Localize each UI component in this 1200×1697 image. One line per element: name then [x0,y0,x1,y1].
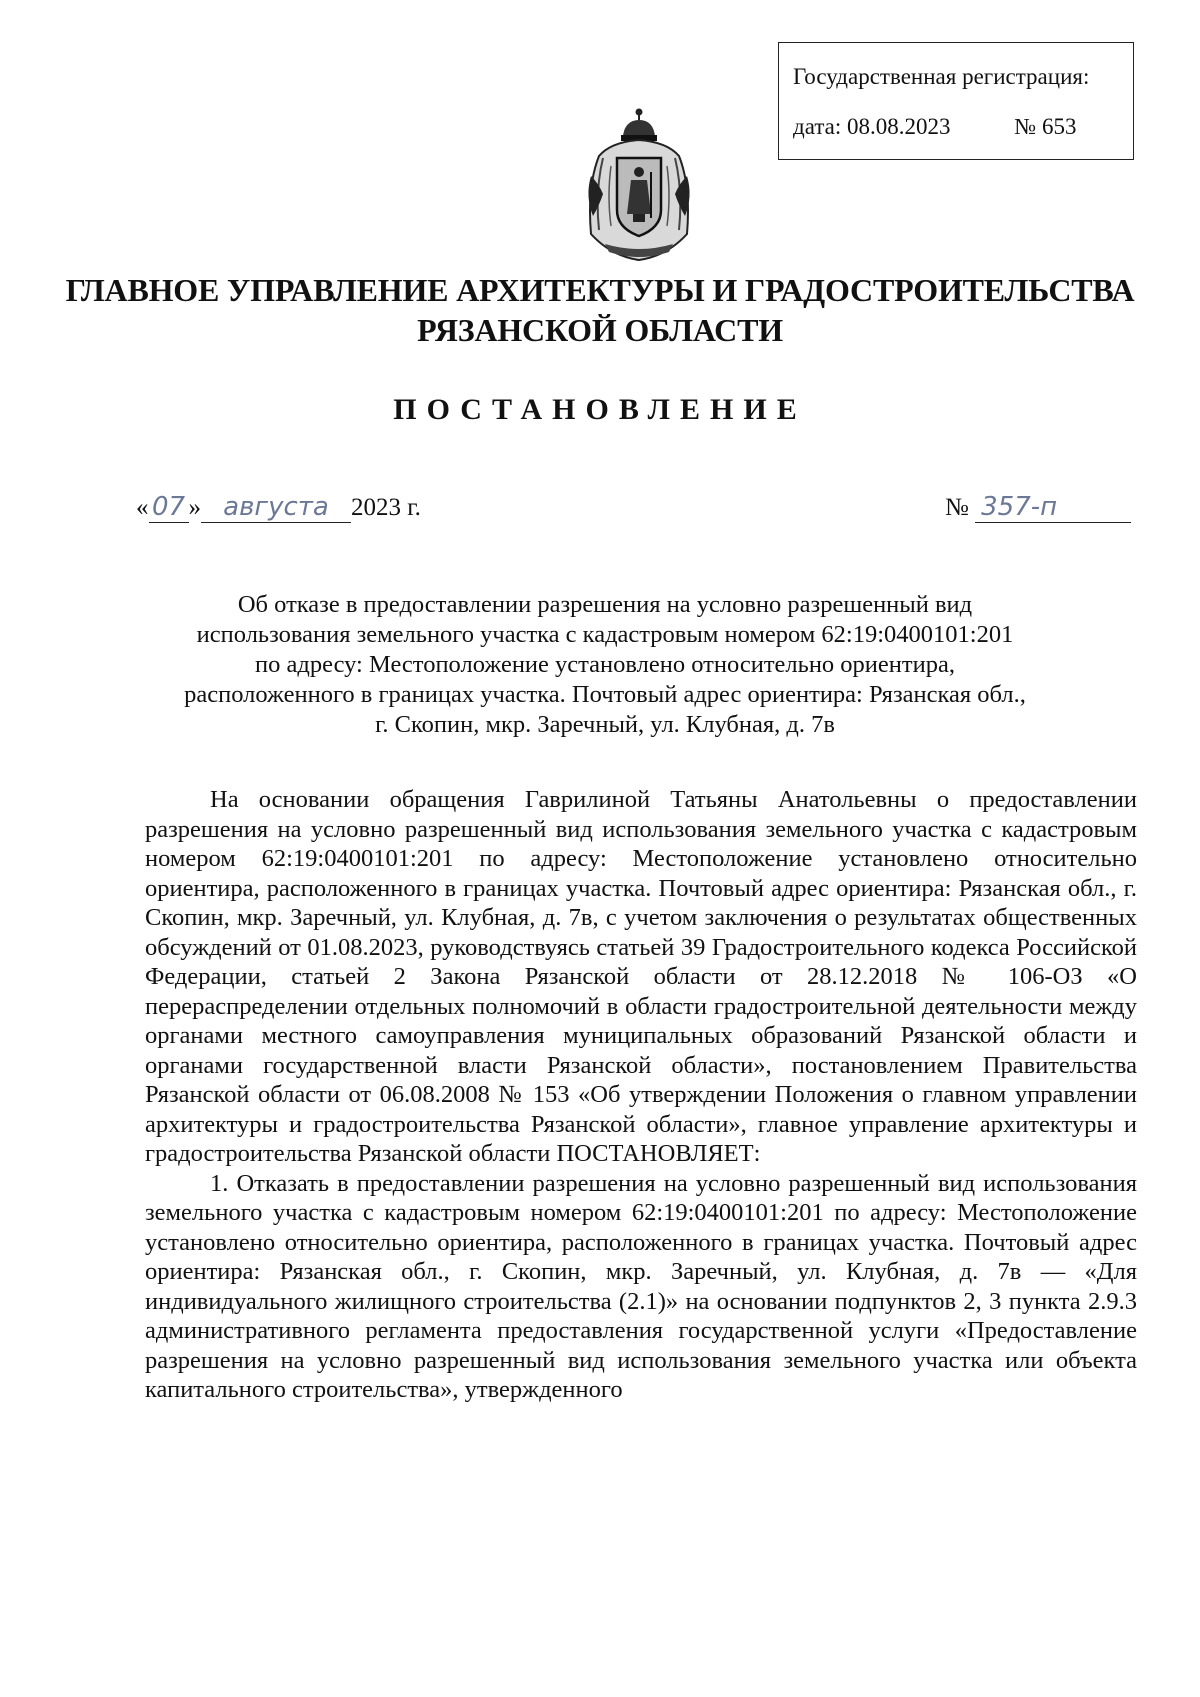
subject-line: г. Скопин, мкр. Заречный, ул. Клубная, д. 7в [375,711,835,738]
subject-line: Об отказе в предоставлении разрешения на условно разрешенный вид [237,591,973,618]
subject-line: использования земельного участка с кадастровым номером 62:19:0400101:201 [196,621,1014,648]
date-year: 2023 г. [351,494,421,521]
document-subject [130,590,1080,740]
registration-date: дата: 08.08.2023 [793,113,951,139]
date-close-quote: » [188,494,201,521]
registration-stamp [778,42,1134,160]
date-month-handwritten: августа [201,492,351,523]
organization-title-line1: ГЛАВНОЕ УПРАВЛЕНИЕ АРХИТЕКТУРЫ И ГРАДОСТРОИТЕЛЬСТВА [65,272,1135,308]
document-number [945,492,1131,523]
body-paragraph-item-1: 1. Отказать в предоставлении разрешения на условно разрешенный вид использования земельного участка с кадастровым номером 62:19:0400101:201 по адресу: Местоположение установлено относительно ориентира, расположенного в границах участка. Почтовый адрес ориентира: Рязанская обл., г. Скопин, мкр. Заречный, ул. Клубная, д. 7в — «Для индивидуального жилищного строительства (2.1)» на основании подпунктов 2, 3 пункта 2.9.3 административного регламента предоставления государственной услуги «Предоставление разрешения на условно разрешенный вид использования земельного участка или объекта капитального строительства», утвержденного [145,1169,1137,1403]
document-date [136,492,421,523]
subject-line: по адресу: Местоположение установлено относительно ориентира, [255,651,955,678]
registration-number: № 653 [1014,113,1077,139]
subject-line: расположенного в границах участка. Почтовый адрес ориентира: Рязанская обл., [184,681,1026,708]
registration-title: Государственная регистрация: [793,64,1090,89]
number-value-handwritten: 357-п [975,492,1131,523]
coat-of-arms-icon [581,106,697,264]
organization-title-line2: РЯЗАНСКОЙ ОБЛАСТИ [417,312,783,348]
body-paragraph-preamble: На основании обращения Гаврилиной Татьяны Анатольевны о предоставлении разрешения на условно разрешенный вид использования земельного участка с кадастровым номером 62:19:0400101:201 по адресу: Местоположение установлено относительно ориентира, расположенного в границах участка. Почтовый адрес ориентира: Рязанская обл., г. Скопин, мкр. Заречный, ул. Клубная, д. 7в, с учетом заключения о результатах общественных обсуждений от 01.08.2023, руководствуясь статьей 39 Градостроительного кодекса Российской Федерации, статьей 2 Закона Рязанской области от 28.12.2018 № 106-ОЗ «О перераспределении отдельных полномочий в области градостроительной деятельности между органами местного самоуправления муниципальных образований Рязанской области и органами государственной власти Рязанской области», постановлением Правительства Рязанской области от 06.08.2008 № 153 «Об утверждении Положения о главном управлении архитектуры и градостроительства Рязанской области», главное управление архитектуры и градостроительства Рязанской области ПОСТАНОВЛЯЕТ: [145,786,1137,1167]
document-body [145,785,1137,1405]
registration-details [793,113,1133,141]
document-type-heading: ПОСТАНОВЛЕНИЕ [393,393,807,426]
coat-of-arms-emblem [581,106,697,264]
organization-title [0,270,1200,350]
number-prefix: № [945,494,969,521]
date-open-quote: « [136,494,149,521]
date-day-handwritten: 07 [149,492,189,523]
